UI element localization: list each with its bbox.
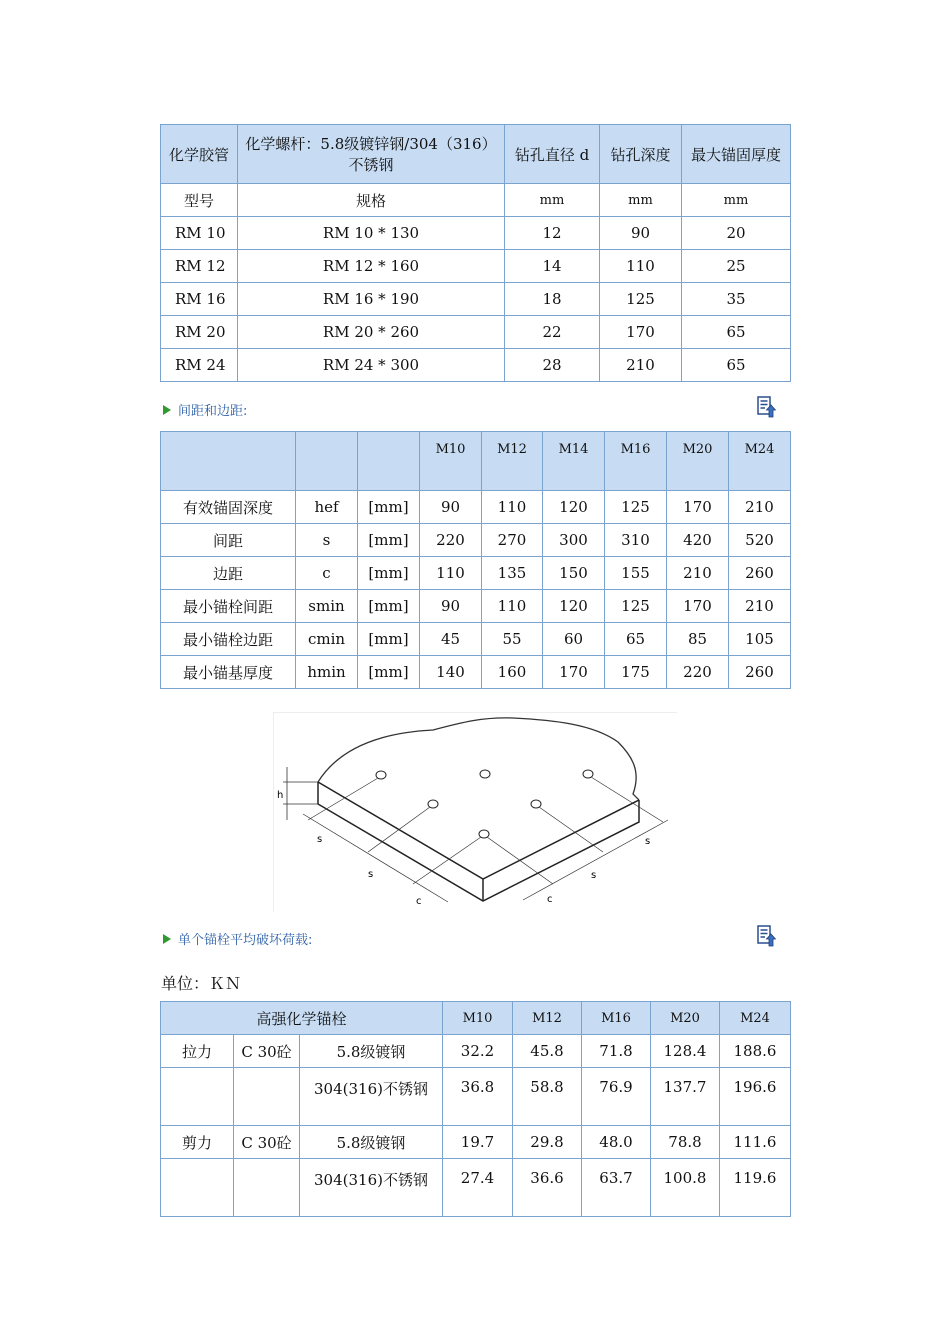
header-cell: M10: [443, 1002, 513, 1035]
table-cell: 27.4: [443, 1159, 513, 1217]
subheader-cell: mm: [682, 184, 791, 217]
table-cell: hef: [296, 491, 358, 524]
diagram-label-h: h: [277, 790, 284, 801]
spacing-edge-table: [160, 431, 791, 689]
table-cell: 110: [600, 250, 682, 283]
table-cell: [mm]: [358, 491, 420, 524]
table-row: [161, 250, 791, 283]
table-cell: 304(316)不锈钢: [300, 1159, 443, 1217]
document-edit-icon[interactable]: [756, 396, 776, 418]
failure-load-table: [160, 1001, 791, 1217]
table-row: [161, 316, 791, 349]
table-cell: 90: [600, 217, 682, 250]
table-cell: RM 10 * 130: [238, 217, 505, 250]
table-row: [161, 349, 791, 382]
header-cell: 钻孔深度: [600, 125, 682, 184]
header-cell: [161, 432, 296, 491]
table-cell: 14: [505, 250, 600, 283]
header-cell: M12: [513, 1002, 582, 1035]
table-cell: 300: [543, 524, 605, 557]
table-cell: 最小锚栓边距: [161, 623, 296, 656]
table-cell: 304(316)不锈钢: [300, 1068, 443, 1126]
table-cell: smin: [296, 590, 358, 623]
table-cell: 29.8: [513, 1126, 582, 1159]
table-cell: RM 20: [161, 316, 238, 349]
diagram-label-c: c: [416, 896, 422, 907]
table-header-row: [161, 125, 791, 184]
table-cell: 110: [482, 590, 543, 623]
table-cell: [mm]: [358, 524, 420, 557]
table-cell: 18: [505, 283, 600, 316]
table-cell: 20: [682, 217, 791, 250]
table-cell: 5.8级镀钢: [300, 1126, 443, 1159]
table-cell: 210: [729, 491, 791, 524]
table-cell: 125: [605, 491, 667, 524]
table-subheader-row: [161, 184, 791, 217]
table-cell: 58.8: [513, 1068, 582, 1126]
table-cell: 188.6: [720, 1035, 791, 1068]
table-cell: 170: [600, 316, 682, 349]
header-cell: 钻孔直径 d: [505, 125, 600, 184]
table-cell: 135: [482, 557, 543, 590]
table-cell: 90: [420, 491, 482, 524]
table-cell: 120: [543, 491, 605, 524]
table-cell: RM 12: [161, 250, 238, 283]
table-cell: 100.8: [651, 1159, 720, 1217]
table-cell: RM 24 * 300: [238, 349, 505, 382]
table-cell: 65: [682, 316, 791, 349]
table-cell: 最小锚基厚度: [161, 656, 296, 689]
table-cell: c: [296, 557, 358, 590]
diagram-label-s: s: [645, 836, 651, 847]
table-cell: 60: [543, 623, 605, 656]
table-cell: 90: [420, 590, 482, 623]
table-cell: 55: [482, 623, 543, 656]
table-cell: 155: [605, 557, 667, 590]
table-cell: 310: [605, 524, 667, 557]
table-cell: 25: [682, 250, 791, 283]
diagram-label-s: s: [591, 870, 597, 881]
table-cell: hmin: [296, 656, 358, 689]
table-cell: RM 16: [161, 283, 238, 316]
header-cell: M16: [605, 432, 667, 491]
table-cell: 520: [729, 524, 791, 557]
table-cell: 32.2: [443, 1035, 513, 1068]
table-cell: RM 24: [161, 349, 238, 382]
table-header-row: [161, 432, 791, 491]
header-cell: M24: [720, 1002, 791, 1035]
table-cell: 19.7: [443, 1126, 513, 1159]
table-cell: 270: [482, 524, 543, 557]
table-cell: 28: [505, 349, 600, 382]
table-cell: 有效锚固深度: [161, 491, 296, 524]
table-cell: 拉力: [161, 1035, 234, 1068]
table-cell: RM 16 * 190: [238, 283, 505, 316]
table-cell: 48.0: [582, 1126, 651, 1159]
table-cell: 111.6: [720, 1126, 791, 1159]
table-cell: 119.6: [720, 1159, 791, 1217]
header-cell: M12: [482, 432, 543, 491]
table-cell: 5.8级镀钢: [300, 1035, 443, 1068]
table-row: [161, 524, 791, 557]
subheader-cell: mm: [600, 184, 682, 217]
header-cell: 化学胶管: [161, 125, 238, 184]
table-cell: [mm]: [358, 590, 420, 623]
anchor-spacing-diagram: [273, 712, 677, 912]
table-cell: 125: [605, 590, 667, 623]
table-row: [161, 217, 791, 250]
arrow-bullet-icon: [163, 405, 171, 415]
table-cell: 137.7: [651, 1068, 720, 1126]
header-cell: M20: [651, 1002, 720, 1035]
table-cell: 85: [667, 623, 729, 656]
table-cell: 71.8: [582, 1035, 651, 1068]
table-row: [161, 1035, 791, 1068]
table-cell: RM 20 * 260: [238, 316, 505, 349]
table-row: [161, 623, 791, 656]
table-row: [161, 491, 791, 524]
subheader-cell: mm: [505, 184, 600, 217]
table-cell: 170: [667, 590, 729, 623]
table-cell: 45.8: [513, 1035, 582, 1068]
table-cell: [161, 1068, 234, 1126]
table-cell: [234, 1068, 300, 1126]
table-cell: C 30砼: [234, 1035, 300, 1068]
table-cell: 剪力: [161, 1126, 234, 1159]
table-cell: 35: [682, 283, 791, 316]
table-row: [161, 656, 791, 689]
table-row: [161, 590, 791, 623]
header-cell: [358, 432, 420, 491]
table-cell: 22: [505, 316, 600, 349]
diagram-label-c: c: [547, 894, 553, 905]
section-spacing-title: [163, 400, 247, 419]
table-cell: 120: [543, 590, 605, 623]
table-cell: 140: [420, 656, 482, 689]
table-cell: 105: [729, 623, 791, 656]
table-header-row: [161, 1002, 791, 1035]
table-cell: 175: [605, 656, 667, 689]
arrow-bullet-icon: [163, 934, 171, 944]
header-cell: M24: [729, 432, 791, 491]
section-title-text: 单个锚栓平均破坏荷载:: [178, 933, 313, 948]
subheader-cell: 型号: [161, 184, 238, 217]
table-cell: 210: [667, 557, 729, 590]
table-cell: 最小锚栓间距: [161, 590, 296, 623]
subheader-cell: 规格: [238, 184, 505, 217]
table-cell: 125: [600, 283, 682, 316]
table-row: [161, 1126, 791, 1159]
header-cell: [296, 432, 358, 491]
table-row: [161, 557, 791, 590]
table-cell: C 30砼: [234, 1126, 300, 1159]
header-cell: M16: [582, 1002, 651, 1035]
table-cell: 65: [605, 623, 667, 656]
table-cell: 170: [543, 656, 605, 689]
table-row: [161, 1159, 791, 1217]
table-cell: 110: [420, 557, 482, 590]
unit-label: 单位：ＫＮ: [161, 974, 242, 993]
document-edit-icon[interactable]: [756, 925, 776, 947]
table-cell: 150: [543, 557, 605, 590]
table-cell: 65: [682, 349, 791, 382]
table-cell: 220: [667, 656, 729, 689]
table-cell: cmin: [296, 623, 358, 656]
table-cell: 420: [667, 524, 729, 557]
table-cell: 196.6: [720, 1068, 791, 1126]
section-title-text: 间距和边距:: [178, 404, 248, 419]
header-cell: 最大锚固厚度: [682, 125, 791, 184]
table-cell: 边距: [161, 557, 296, 590]
table-cell: 210: [600, 349, 682, 382]
table-cell: 36.8: [443, 1068, 513, 1126]
table-cell: 260: [729, 557, 791, 590]
table-cell: 78.8: [651, 1126, 720, 1159]
table-cell: 63.7: [582, 1159, 651, 1217]
header-cell: M10: [420, 432, 482, 491]
table-cell: 间距: [161, 524, 296, 557]
table-cell: RM 10: [161, 217, 238, 250]
table-cell: [mm]: [358, 623, 420, 656]
anchor-tube-spec-table: [160, 124, 791, 382]
table-cell: 128.4: [651, 1035, 720, 1068]
table-cell: [234, 1159, 300, 1217]
header-cell: M14: [543, 432, 605, 491]
table-cell: 220: [420, 524, 482, 557]
diagram-label-s: s: [368, 869, 374, 880]
table-cell: 45: [420, 623, 482, 656]
table-cell: 170: [667, 491, 729, 524]
table-cell: RM 12 * 160: [238, 250, 505, 283]
table-cell: [mm]: [358, 557, 420, 590]
table-row: [161, 283, 791, 316]
table-cell: [161, 1159, 234, 1217]
table-cell: 36.6: [513, 1159, 582, 1217]
header-cell: M20: [667, 432, 729, 491]
header-cell: 化学螺杆：5.8级镀锌钢/304（316）不锈钢: [238, 125, 505, 184]
table-cell: [mm]: [358, 656, 420, 689]
table-cell: 76.9: [582, 1068, 651, 1126]
table-cell: 12: [505, 217, 600, 250]
table-cell: 160: [482, 656, 543, 689]
diagram-label-s: s: [317, 834, 323, 845]
table-cell: 110: [482, 491, 543, 524]
header-cell: 高强化学锚栓: [161, 1002, 443, 1035]
table-cell: s: [296, 524, 358, 557]
section-load-title: [163, 929, 312, 948]
table-cell: 210: [729, 590, 791, 623]
table-cell: 260: [729, 656, 791, 689]
table-row: [161, 1068, 791, 1126]
